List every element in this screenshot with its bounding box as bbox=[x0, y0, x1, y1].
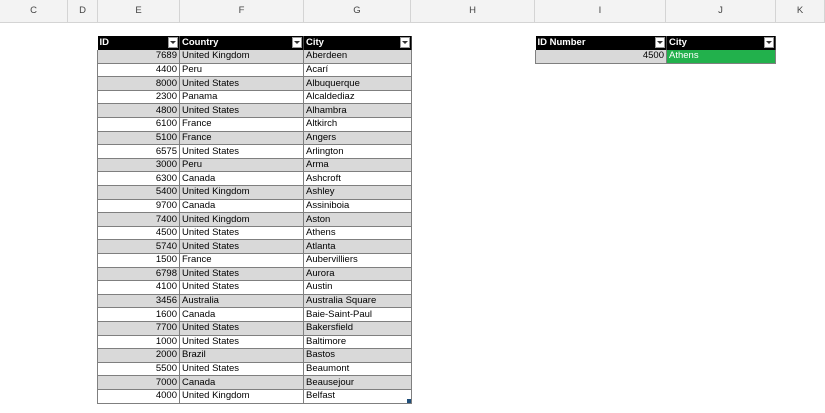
country-cell[interactable]: United Kingdom bbox=[180, 50, 304, 64]
city-cell[interactable]: Aston bbox=[304, 213, 412, 227]
country-cell[interactable]: United Kingdom bbox=[180, 389, 304, 403]
city-cell[interactable]: Belfast bbox=[304, 389, 412, 403]
city-cell[interactable]: Alcaldediaz bbox=[304, 90, 412, 104]
city-cell[interactable]: Alhambra bbox=[304, 104, 412, 118]
table-row bbox=[98, 226, 412, 240]
city-cell[interactable]: Assiniboia bbox=[304, 199, 412, 213]
id-cell[interactable]: 4000 bbox=[98, 389, 180, 403]
city-cell[interactable]: Arma bbox=[304, 158, 412, 172]
country-cell[interactable]: United States bbox=[180, 335, 304, 349]
city-cell[interactable]: Athens bbox=[304, 226, 412, 240]
column-header-g[interactable]: G bbox=[304, 0, 411, 22]
country-cell[interactable]: United States bbox=[180, 240, 304, 254]
country-cell[interactable]: United States bbox=[180, 281, 304, 295]
id-cell[interactable]: 4800 bbox=[98, 104, 180, 118]
column-header-k[interactable]: K bbox=[776, 0, 825, 22]
id-cell[interactable]: 2000 bbox=[98, 349, 180, 363]
table-row bbox=[98, 199, 412, 213]
city-cell[interactable]: Beausejour bbox=[304, 376, 412, 390]
country-cell[interactable]: Brazil bbox=[180, 349, 304, 363]
filter-dropdown-icon[interactable] bbox=[292, 37, 302, 48]
table-row bbox=[98, 77, 412, 91]
city-cell[interactable]: Bastos bbox=[304, 349, 412, 363]
lookup-city-cell[interactable]: Athens bbox=[667, 50, 776, 64]
city-cell[interactable]: Albuquerque bbox=[304, 77, 412, 91]
table-row bbox=[98, 145, 412, 159]
country-cell[interactable]: Australia bbox=[180, 294, 304, 308]
id-cell[interactable]: 6100 bbox=[98, 118, 180, 132]
city-cell[interactable]: Acarí bbox=[304, 63, 412, 77]
country-cell[interactable]: United States bbox=[180, 104, 304, 118]
country-cell[interactable]: Peru bbox=[180, 63, 304, 77]
table-row bbox=[98, 118, 412, 132]
city-cell[interactable]: Ashley bbox=[304, 186, 412, 200]
id-cell[interactable]: 6300 bbox=[98, 172, 180, 186]
table-row bbox=[98, 308, 412, 322]
column-header-c[interactable]: C bbox=[0, 0, 68, 22]
column-header-i[interactable]: I bbox=[535, 0, 666, 22]
country-cell[interactable]: Canada bbox=[180, 199, 304, 213]
country-cell[interactable]: United States bbox=[180, 226, 304, 240]
column-header-e[interactable]: E bbox=[98, 0, 180, 22]
id-cell[interactable]: 2300 bbox=[98, 90, 180, 104]
country-cell[interactable]: United States bbox=[180, 362, 304, 376]
country-cell[interactable]: United Kingdom bbox=[180, 213, 304, 227]
table-resize-handle[interactable] bbox=[407, 399, 411, 403]
id-cell[interactable]: 5100 bbox=[98, 131, 180, 145]
city-cell[interactable]: Aubervilliers bbox=[304, 254, 412, 268]
country-cell[interactable]: France bbox=[180, 254, 304, 268]
table-row bbox=[98, 321, 412, 335]
city-cell[interactable]: Austin bbox=[304, 281, 412, 295]
id-cell[interactable]: 1000 bbox=[98, 335, 180, 349]
country-cell[interactable]: Panama bbox=[180, 90, 304, 104]
table-row bbox=[98, 158, 412, 172]
id-cell[interactable]: 6575 bbox=[98, 145, 180, 159]
id-cell[interactable]: 4100 bbox=[98, 281, 180, 295]
column-header-f[interactable]: F bbox=[180, 0, 304, 22]
filter-dropdown-icon[interactable] bbox=[655, 37, 665, 48]
table-row bbox=[98, 172, 412, 186]
city-cell[interactable]: Atlanta bbox=[304, 240, 412, 254]
header-lookup-city: City bbox=[667, 36, 776, 50]
id-cell[interactable]: 9700 bbox=[98, 199, 180, 213]
filter-dropdown-icon[interactable] bbox=[168, 37, 178, 48]
id-cell[interactable]: 3000 bbox=[98, 158, 180, 172]
header-id-number: ID Number bbox=[536, 36, 667, 50]
table-row bbox=[98, 131, 412, 145]
table-row bbox=[98, 63, 412, 77]
city-cell[interactable]: Altkirch bbox=[304, 118, 412, 132]
table-row bbox=[98, 281, 412, 295]
filter-dropdown-icon[interactable] bbox=[764, 37, 774, 48]
city-cell[interactable]: Aberdeen bbox=[304, 50, 412, 64]
table-row bbox=[98, 294, 412, 308]
city-cell[interactable]: Beaumont bbox=[304, 362, 412, 376]
header-city: City bbox=[304, 36, 412, 50]
country-cell[interactable]: United States bbox=[180, 77, 304, 91]
filter-dropdown-icon[interactable] bbox=[400, 37, 410, 48]
table-row bbox=[98, 376, 412, 390]
id-cell[interactable]: 7689 bbox=[98, 50, 180, 64]
city-cell[interactable]: Angers bbox=[304, 131, 412, 145]
id-cell[interactable]: 5740 bbox=[98, 240, 180, 254]
table-row bbox=[98, 186, 412, 200]
header-id: ID bbox=[98, 36, 180, 50]
table-row bbox=[536, 50, 776, 64]
city-cell[interactable]: Ashcroft bbox=[304, 172, 412, 186]
id-cell[interactable]: 3456 bbox=[98, 294, 180, 308]
country-cell[interactable]: United States bbox=[180, 267, 304, 281]
id-cell[interactable]: 8000 bbox=[98, 77, 180, 91]
table-row bbox=[98, 90, 412, 104]
city-cell[interactable]: Baltimore bbox=[304, 335, 412, 349]
column-header-d[interactable]: D bbox=[68, 0, 98, 22]
country-cell[interactable]: United States bbox=[180, 321, 304, 335]
country-cell[interactable]: United States bbox=[180, 145, 304, 159]
country-cell[interactable]: Canada bbox=[180, 376, 304, 390]
table-row bbox=[98, 389, 412, 403]
id-cell[interactable]: 4500 bbox=[98, 226, 180, 240]
id-cell[interactable]: 5400 bbox=[98, 186, 180, 200]
country-cell[interactable]: France bbox=[180, 131, 304, 145]
country-cell[interactable]: Canada bbox=[180, 172, 304, 186]
id-cell[interactable]: 1500 bbox=[98, 254, 180, 268]
country-cell[interactable]: Canada bbox=[180, 308, 304, 322]
city-cell[interactable]: Arlington bbox=[304, 145, 412, 159]
table-row bbox=[98, 213, 412, 227]
city-cell[interactable]: Aurora bbox=[304, 267, 412, 281]
column-header-h[interactable]: H bbox=[411, 0, 535, 22]
city-cell[interactable]: Australia Square bbox=[304, 294, 412, 308]
table-row bbox=[98, 240, 412, 254]
id-cell[interactable]: 5500 bbox=[98, 362, 180, 376]
id-cell[interactable]: 7400 bbox=[98, 213, 180, 227]
table-row bbox=[98, 362, 412, 376]
country-cell[interactable]: France bbox=[180, 118, 304, 132]
table-row bbox=[98, 254, 412, 268]
table-row bbox=[98, 335, 412, 349]
country-cell[interactable]: Peru bbox=[180, 158, 304, 172]
city-cell[interactable]: Baie-Saint-Paul bbox=[304, 308, 412, 322]
country-cell[interactable]: United Kingdom bbox=[180, 186, 304, 200]
id-cell[interactable]: 1600 bbox=[98, 308, 180, 322]
id-cell[interactable]: 7700 bbox=[98, 321, 180, 335]
header-country: Country bbox=[180, 36, 304, 50]
id-number-cell[interactable]: 4500 bbox=[536, 50, 667, 64]
city-cell[interactable]: Bakersfield bbox=[304, 321, 412, 335]
table-row bbox=[98, 267, 412, 281]
table-row bbox=[98, 50, 412, 64]
table-row bbox=[98, 104, 412, 118]
column-header-bar bbox=[0, 0, 825, 23]
id-cell[interactable]: 6798 bbox=[98, 267, 180, 281]
table-row bbox=[98, 349, 412, 363]
id-cell[interactable]: 4400 bbox=[98, 63, 180, 77]
lookup-table bbox=[535, 36, 776, 64]
city-table bbox=[97, 36, 412, 404]
column-header-j[interactable]: J bbox=[666, 0, 776, 22]
id-cell[interactable]: 7000 bbox=[98, 376, 180, 390]
